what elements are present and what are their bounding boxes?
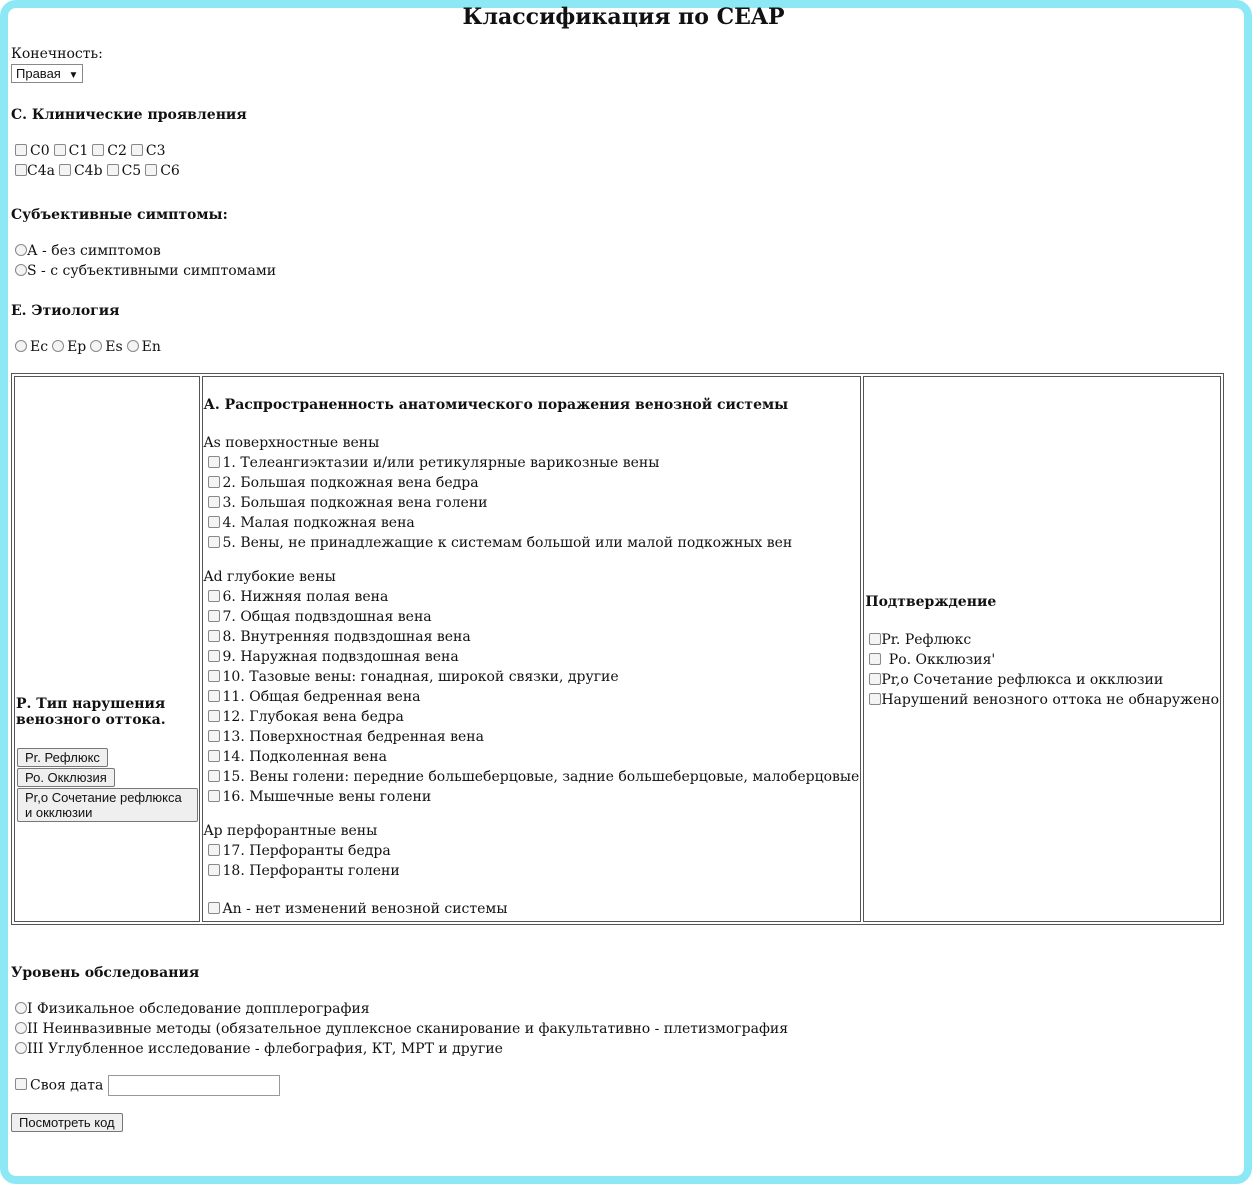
checkbox-a13[interactable] — [208, 730, 220, 742]
anatomy-cell — [202, 376, 862, 922]
checkbox-a2[interactable] — [208, 476, 220, 488]
label-an: An - нет изменений венозной системы — [222, 901, 508, 917]
label-a3: 3. Большая подкожная вена голени — [222, 495, 488, 511]
radio-en[interactable] — [127, 340, 139, 352]
label-exam-3: III Углубленное исследование - флебография, КТ, МРТ и другие — [27, 1041, 503, 1057]
occlusion-button[interactable]: Ро. Окклюзия — [17, 768, 115, 787]
label-confirm-both: Pr,o Сочетание рефлюкса и окклюзии — [881, 672, 1164, 688]
superficial-item — [204, 493, 860, 513]
confirmation-item — [865, 630, 1219, 650]
checkbox-a17[interactable] — [208, 844, 220, 856]
radio-ep[interactable] — [52, 340, 64, 352]
anatomy-none-item — [204, 899, 860, 919]
exam-level-item — [11, 999, 1236, 1019]
perforator-item — [204, 861, 860, 881]
checkbox-a5[interactable] — [208, 536, 220, 548]
confirmation-title: Подтверждение — [865, 594, 997, 610]
deep-label: Ad глубокие вены — [203, 569, 336, 585]
label-c1: С1 — [68, 143, 89, 159]
checkbox-a12[interactable] — [208, 710, 220, 722]
checkbox-a6[interactable] — [208, 590, 220, 602]
pathophysiology-title: Р. Тип нарушения венозного оттока. — [16, 695, 166, 728]
checkbox-a4[interactable] — [208, 516, 220, 528]
checkbox-a10[interactable] — [208, 670, 220, 682]
checkbox-c4b[interactable] — [59, 164, 71, 176]
checkbox-a1[interactable] — [208, 456, 220, 468]
checkbox-a8[interactable] — [208, 630, 220, 642]
own-date-label: Своя дата — [30, 1077, 104, 1094]
label-a6: 6. Нижняя полая вена — [222, 589, 389, 605]
deep-item — [204, 767, 860, 787]
label-a17: 17. Перфоранты бедра — [222, 843, 391, 859]
radio-symptoms-s[interactable] — [15, 264, 27, 276]
clinical-row-2 — [11, 161, 1236, 181]
superficial-label: As поверхностные вены — [203, 435, 380, 451]
checkbox-a14[interactable] — [208, 750, 220, 762]
confirmation-item — [865, 670, 1219, 690]
limb-label: Конечность: — [11, 46, 103, 62]
label-confirm-reflux: Pr. Рефлюкс — [881, 632, 972, 648]
label-en: En — [141, 339, 161, 355]
confirmation-item — [865, 650, 1219, 670]
perforator-item — [204, 841, 860, 861]
deep-item — [204, 727, 860, 747]
label-a8: 8. Внутренняя подвздошная вена — [222, 629, 471, 645]
perforator-label: Ap перфорантные вены — [203, 823, 378, 839]
label-a7: 7. Общая подвздошная вена — [222, 609, 432, 625]
deep-item — [204, 707, 860, 727]
label-ep: Ep — [67, 339, 87, 355]
pathophysiology-buttons — [16, 748, 198, 822]
own-date-input[interactable] — [108, 1075, 280, 1096]
superficial-item — [204, 453, 860, 473]
deep-item — [204, 747, 860, 767]
deep-item — [204, 587, 860, 607]
radio-exam-1[interactable] — [15, 1002, 27, 1014]
checkbox-a9[interactable] — [208, 650, 220, 662]
label-a1: 1. Телеангиэктазии и/или ретикулярные варикозные вены — [222, 455, 660, 471]
checkbox-c1[interactable] — [54, 144, 66, 156]
ceap-form — [11, 2, 1236, 1133]
label-ec: Ec — [30, 339, 49, 355]
pathophysiology-cell — [14, 376, 200, 922]
label-a5: 5. Вены, не принадлежащие к системам большой или малой подкожных вен — [222, 535, 793, 551]
deep-item — [204, 687, 860, 707]
checkbox-a3[interactable] — [208, 496, 220, 508]
checkbox-c5[interactable] — [107, 164, 119, 176]
clinical-title: С. Клинические проявления — [11, 107, 247, 123]
chevron-down-icon: ▼ — [68, 70, 79, 81]
label-confirm-occlusion: Ро. Окклюзия' — [884, 652, 996, 668]
exam-level-item — [11, 1039, 1236, 1059]
confirmation-item — [865, 690, 1219, 710]
label-c6: С6 — [160, 163, 180, 179]
symptom-option-a — [11, 241, 1236, 261]
label-a11: 11. Общая бедренная вена — [222, 689, 421, 705]
reflux-button[interactable]: Pr. Рефлюкс — [17, 748, 108, 767]
checkbox-c2[interactable] — [92, 144, 104, 156]
checkbox-a15[interactable] — [208, 770, 220, 782]
radio-ec[interactable] — [15, 340, 27, 352]
label-a9: 9. Наружная подвздошная вена — [222, 649, 459, 665]
checkbox-confirm-occlusion[interactable] — [869, 653, 881, 665]
label-c5: С5 — [121, 163, 142, 179]
label-symptoms-a: А - без симптомов — [27, 243, 161, 259]
superficial-item — [204, 473, 860, 493]
checkbox-confirm-both[interactable] — [869, 673, 881, 685]
superficial-item — [204, 513, 860, 533]
deep-item — [204, 627, 860, 647]
label-a18: 18. Перфоранты голени — [222, 863, 400, 879]
checkbox-confirm-none[interactable] — [869, 693, 881, 705]
label-c0: С0 — [30, 143, 50, 159]
label-c4a: С4a — [27, 163, 55, 179]
label-symptoms-s: S - с субъективными симптомами — [27, 263, 277, 279]
checkbox-a11[interactable] — [208, 690, 220, 702]
view-code-button[interactable]: Посмотреть код — [11, 1113, 123, 1132]
checkbox-c6[interactable] — [145, 164, 157, 176]
label-es: Es — [105, 339, 123, 355]
limb-select-value: Правая — [16, 66, 61, 81]
label-a16: 16. Мышечные вены голени — [222, 789, 432, 805]
label-a13: 13. Поверхностная бедренная вена — [222, 729, 484, 745]
symptoms-title: Субъективные симптомы: — [11, 207, 228, 223]
checkbox-a7[interactable] — [208, 610, 220, 622]
superficial-item — [204, 533, 860, 553]
label-exam-1: I Физикальное обследование допплерография — [27, 1001, 370, 1017]
own-date-row — [11, 1075, 1236, 1096]
checkbox-c0[interactable] — [15, 144, 27, 156]
deep-item — [204, 607, 860, 627]
radio-exam-2[interactable] — [15, 1022, 27, 1034]
symptom-option-s — [11, 261, 1236, 281]
view-code-wrap — [11, 1112, 1236, 1133]
checkbox-a16[interactable] — [208, 790, 220, 802]
label-a2: 2. Большая подкожная вена бедра — [222, 475, 479, 491]
reflux-occlusion-button[interactable]: Pr,o Сочетание рефлюкса и окклюзии — [17, 788, 198, 822]
checkbox-c3[interactable] — [131, 144, 143, 156]
radio-symptoms-a[interactable] — [15, 244, 27, 256]
label-c4b: С4b — [73, 163, 103, 179]
radio-exam-3[interactable] — [15, 1042, 27, 1054]
label-a12: 12. Глубокая вена бедра — [222, 709, 404, 725]
page-title: Классификация по CEAP — [462, 4, 785, 30]
etiology-title: Е. Этиология — [11, 303, 120, 319]
label-c3: С3 — [145, 143, 166, 159]
ceap-table — [11, 373, 1224, 925]
label-a4: 4. Малая подкожная вена — [222, 515, 415, 531]
limb-select[interactable] — [11, 64, 83, 83]
anatomy-title: А. Распространенность анатомического поражения венозной системы — [203, 397, 789, 413]
deep-item — [204, 647, 860, 667]
checkbox-c4a[interactable] — [15, 164, 27, 176]
exam-level-item — [11, 1019, 1236, 1039]
label-a15: 15. Вены голени: передние большеберцовые, задние большеберцовые, малоберцовые — [222, 769, 860, 785]
deep-item — [204, 787, 860, 807]
checkbox-own-date[interactable] — [15, 1078, 27, 1090]
label-c2: С2 — [107, 143, 127, 159]
label-a14: 14. Подколенная вена — [222, 749, 387, 765]
label-confirm-none: Нарушений венозного оттока не обнаружено — [881, 692, 1219, 708]
exam-level-title: Уровень обследования — [11, 965, 200, 981]
deep-item — [204, 667, 860, 687]
checkbox-confirm-reflux[interactable] — [869, 633, 881, 645]
radio-es[interactable] — [90, 340, 102, 352]
clinical-row-1 — [11, 141, 1236, 161]
etiology-row — [11, 337, 1236, 357]
confirmation-cell — [863, 376, 1221, 922]
label-exam-2: II Неинвазивные методы (обязательное дуплексное сканирование и факультативно - плетизмография — [27, 1021, 789, 1037]
label-a10: 10. Тазовые вены: гонадная, широкой связки, другие — [222, 669, 619, 685]
checkbox-an[interactable] — [208, 902, 220, 914]
checkbox-a18[interactable] — [208, 864, 220, 876]
